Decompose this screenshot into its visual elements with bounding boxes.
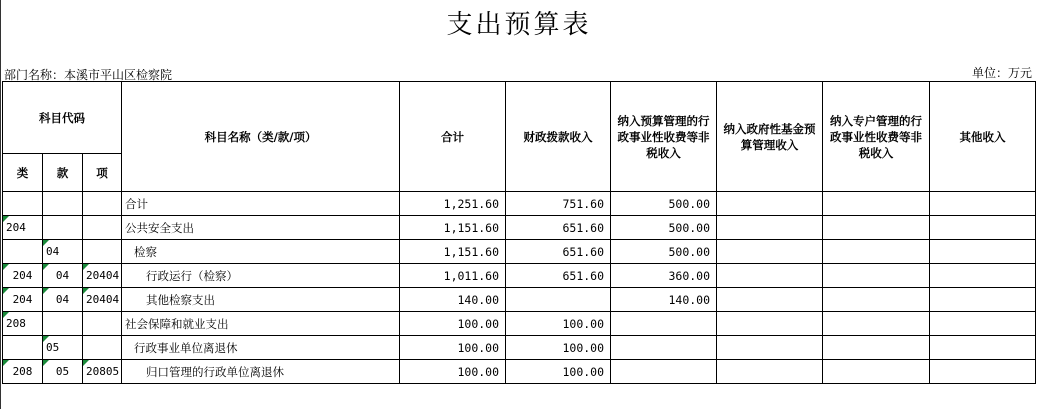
cell-fiscal[interactable]: 751.60 <box>506 192 611 216</box>
cell-special-account[interactable] <box>823 312 930 336</box>
cell-special-account[interactable] <box>823 288 930 312</box>
cell-fiscal[interactable]: 100.00 <box>506 360 611 384</box>
cell-total[interactable]: 100.00 <box>400 312 506 336</box>
cell-fiscal[interactable]: 100.00 <box>506 336 611 360</box>
cell-special-account[interactable] <box>823 240 930 264</box>
cell-total[interactable]: 1,011.60 <box>400 264 506 288</box>
cell-budget-mgmt[interactable] <box>611 336 717 360</box>
header-total: 合计 <box>400 82 506 192</box>
cell-lei[interactable]: 208 <box>3 312 43 336</box>
cell-other[interactable] <box>930 288 1036 312</box>
cell-lei[interactable] <box>3 336 43 360</box>
table-row <box>3 336 1036 360</box>
header-fiscal: 财政拨款收入 <box>506 82 611 192</box>
cell-budget-mgmt[interactable]: 360.00 <box>611 264 717 288</box>
cell-gov-fund[interactable] <box>717 360 823 384</box>
cell-total[interactable]: 100.00 <box>400 336 506 360</box>
cell-kuan[interactable]: 04 <box>43 288 83 312</box>
cell-name[interactable]: 行政运行（检察） <box>122 264 400 288</box>
cell-gov-fund[interactable] <box>717 240 823 264</box>
cell-lei[interactable]: 208 <box>3 360 43 384</box>
cell-name[interactable]: 归口管理的行政单位离退休 <box>122 360 400 384</box>
cell-total[interactable]: 1,251.60 <box>400 192 506 216</box>
cell-other[interactable] <box>930 360 1036 384</box>
cell-name[interactable]: 检察 <box>122 240 400 264</box>
table-row <box>3 312 1036 336</box>
cell-kuan[interactable] <box>43 192 83 216</box>
cell-special-account[interactable] <box>823 192 930 216</box>
cell-fiscal[interactable]: 651.60 <box>506 264 611 288</box>
cell-lei[interactable]: 204 <box>3 288 43 312</box>
cell-budget-mgmt[interactable]: 500.00 <box>611 192 717 216</box>
cell-name[interactable]: 其他检察支出 <box>122 288 400 312</box>
cell-gov-fund[interactable] <box>717 336 823 360</box>
cell-xiang[interactable] <box>83 216 122 240</box>
header-kuan: 款 <box>43 154 83 192</box>
cell-gov-fund[interactable] <box>717 192 823 216</box>
cell-other[interactable] <box>930 312 1036 336</box>
cell-xiang[interactable] <box>83 312 122 336</box>
cell-gov-fund[interactable] <box>717 288 823 312</box>
cell-lei[interactable] <box>3 240 43 264</box>
cell-name[interactable]: 公共安全支出 <box>122 216 400 240</box>
cell-kuan[interactable]: 05 <box>43 360 83 384</box>
header-subject-name: 科目名称（类/款/项） <box>122 82 400 192</box>
cell-kuan[interactable]: 04 <box>43 240 83 264</box>
cell-xiang[interactable]: 20404 <box>83 288 122 312</box>
cell-budget-mgmt[interactable] <box>611 360 717 384</box>
cell-name[interactable]: 合计 <box>122 192 400 216</box>
cell-xiang[interactable] <box>83 240 122 264</box>
cell-gov-fund[interactable] <box>717 216 823 240</box>
cell-special-account[interactable] <box>823 360 930 384</box>
cell-other[interactable] <box>930 264 1036 288</box>
department-name: 部门名称：本溪市平山区检察院 <box>4 68 173 82</box>
cell-kuan[interactable]: 05 <box>43 336 83 360</box>
table-row <box>3 360 1036 384</box>
cell-special-account[interactable] <box>823 264 930 288</box>
page-title: 支出预算表 <box>446 10 592 40</box>
cell-xiang[interactable]: 20805 <box>83 360 122 384</box>
cell-fiscal[interactable]: 100.00 <box>506 312 611 336</box>
cell-special-account[interactable] <box>823 336 930 360</box>
cell-total[interactable]: 1,151.60 <box>400 240 506 264</box>
cell-lei[interactable]: 204 <box>3 264 43 288</box>
header-budget-mgmt: 纳入预算管理的行政事业性收费等非税收入 <box>611 82 717 192</box>
cell-fiscal[interactable]: 651.60 <box>506 216 611 240</box>
cell-name[interactable]: 行政事业单位离退休 <box>122 336 400 360</box>
cell-xiang[interactable] <box>83 336 122 360</box>
table-row <box>3 240 1036 264</box>
header-gov-fund: 纳入政府性基金预算管理收入 <box>717 82 823 192</box>
sheet-left-border <box>0 0 1 409</box>
cell-special-account[interactable] <box>823 216 930 240</box>
header-special-account: 纳入专户管理的行政事业性收费等非税收入 <box>823 82 930 192</box>
cell-lei[interactable] <box>3 192 43 216</box>
cell-total[interactable]: 140.00 <box>400 288 506 312</box>
table-row <box>3 192 1036 216</box>
cell-name[interactable]: 社会保障和就业支出 <box>122 312 400 336</box>
cell-other[interactable] <box>930 336 1036 360</box>
cell-kuan[interactable] <box>43 312 83 336</box>
cell-xiang[interactable] <box>83 192 122 216</box>
cell-kuan[interactable]: 04 <box>43 264 83 288</box>
cell-other[interactable] <box>930 216 1036 240</box>
table-row <box>3 288 1036 312</box>
cell-budget-mgmt[interactable]: 500.00 <box>611 216 717 240</box>
header-other: 其他收入 <box>930 82 1036 192</box>
cell-lei[interactable]: 204 <box>3 216 43 240</box>
cell-gov-fund[interactable] <box>717 264 823 288</box>
cell-fiscal[interactable] <box>506 288 611 312</box>
cell-fiscal[interactable]: 651.60 <box>506 240 611 264</box>
cell-other[interactable] <box>930 240 1036 264</box>
cell-total[interactable]: 1,151.60 <box>400 216 506 240</box>
cell-budget-mgmt[interactable]: 140.00 <box>611 288 717 312</box>
table-row <box>3 264 1036 288</box>
budget-table <box>2 81 1036 384</box>
table-row <box>3 216 1036 240</box>
cell-other[interactable] <box>930 192 1036 216</box>
cell-kuan[interactable] <box>43 216 83 240</box>
header-subject-code: 科目代码 <box>3 82 122 154</box>
cell-total[interactable]: 100.00 <box>400 360 506 384</box>
cell-xiang[interactable]: 20404 <box>83 264 122 288</box>
header-xiang: 项 <box>83 154 122 192</box>
unit-label: 单位：万元 <box>971 66 1032 80</box>
cell-gov-fund[interactable] <box>717 312 823 336</box>
header-lei: 类 <box>3 154 43 192</box>
cell-budget-mgmt[interactable]: 500.00 <box>611 240 717 264</box>
cell-budget-mgmt[interactable] <box>611 312 717 336</box>
